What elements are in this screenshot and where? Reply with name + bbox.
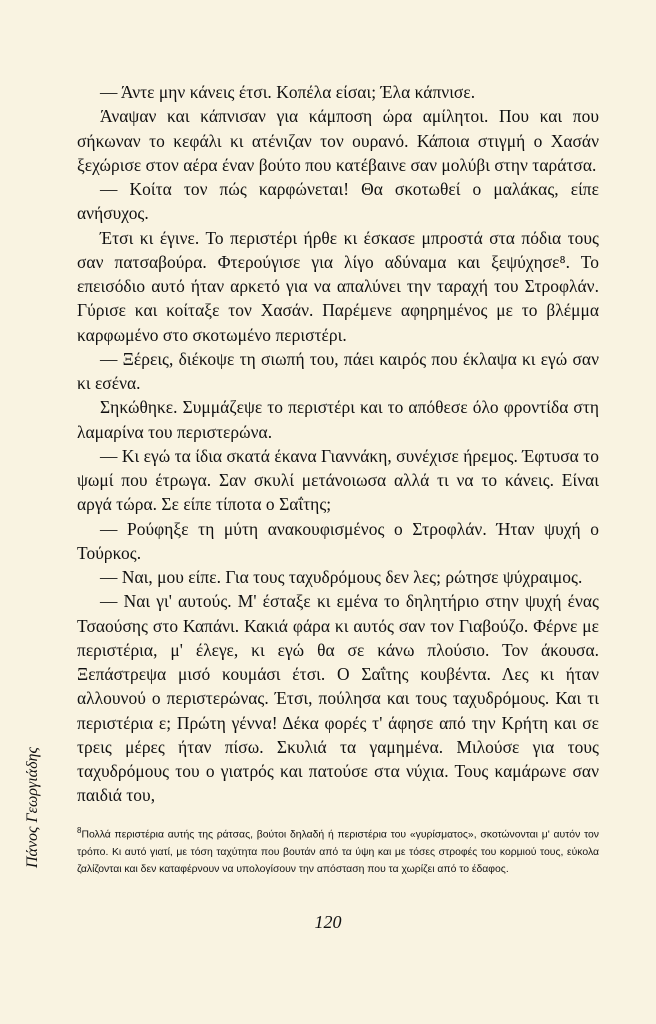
- body-text: [77, 80, 599, 808]
- paragraph: — Κοίτα τον πώς καρφώνεται! Θα σκοτωθεί ο μαλάκας, είπε ανήσυχος.: [77, 179, 599, 224]
- paragraph: — Κι εγώ τα ίδια σκατά έκανα Γιαννάκη, συνέχισε ήρεμος. Έφτυσα το ψωμί που έτρωγα. Σαν σκυλί μετάνοιωσα αλλά τι να το κάνεις. Είναι αργά τώρα. Σε είπε τίποτα ο Σαΐτης;: [77, 445, 599, 515]
- paragraph: Σηκώθηκε. Συμμάζεψε το περιστέρι και το απόθεσε όλο φροντίδα στη λαμαρίνα του περιστερώνα.: [77, 397, 599, 442]
- paragraph: — Ξέρεις, διέκοψε τη σιωπή του, πάει καιρός που έκλαψα κι εγώ σαν κι εσένα.: [77, 348, 599, 393]
- paragraph: Άναψαν και κάπνισαν για κάμποση ώρα αμίλητοι. Που και που σήκωναν το κεφάλι κι ατένιζαν τον ουρανό. Κάποια στιγμή ο Χασάν ξεχώρισε στον αέρα έναν βούτο που κατέβαινε σαν μολύβι στην ταράτσα.: [77, 106, 599, 175]
- paragraph: Έτσι κι έγινε. Το περιστέρι ήρθε κι έσκασε μπροστά στα πόδια τους σαν πατσαβούρα. Φτερούγισε για λίγο αδύναμα και ξεψύχησε⁸. Το επεισόδιο αυτό ήταν αρκετό για να απαλύνει την ταραχή του Στροφλάν. Γύρισε και κοίταξε τον Χασάν. Παρέμενε αφηρημένος με το βλέμμα καρφωμένο στο σκοτωμένο περιστέρι.: [77, 227, 599, 345]
- paragraph: — Άντε μην κάνεις έτσι. Κοπέλα είσαι; Έλα κάπνισε.: [100, 82, 476, 102]
- page-number: 120: [314, 912, 342, 932]
- footnote-text: Πολλά περιστέρια αυτής της ράτσας, βούτοι δηλαδή ή περιστέρια του «γυρίσματος», σκοτώνονται μ' αυτόν τον τρόπο. Κι αυτό γιατί, με τόση ταχύτητα που βουτάν από τα ύψη και με τόσες στροφές του κορμιού τους, εύκολα ζαλίζονται και δεν καταφέρνουν να υπολογίσουν την απόσταση που τα χωρίζει από το έδαφος.: [77, 829, 599, 876]
- footnote: [77, 822, 599, 879]
- footnote-marker: 8: [77, 826, 82, 835]
- paragraph: — Ναι γι' αυτούς. Μ' έσταξε κι εμένα το δηλητήριο στην ψυχή ένας Τσαούσης στο Καπάνι. Κακιά φάρα κι αυτός σαν τον Γιαβούζο. Φέρνε με περιστέρια, μ' έλεγε, κι εγώ θα σε κάνω πλούσιο. Τον άκουσα. Ξεπάστρεψα μισό κουμάσι έτσι. Ο Σαΐτης κουβέντα. Λες κι ήταν αλλουνού ο περιστερώνας. Έτσι, πούλησα και τους ταχυδρόμους. Και τι περιστέρια ε; Πρώτη γέννα! Δέκα φορές τ' άφησε από την Κρήτη και σε τρεις μέρες ήταν πίσω. Σκυλιά τα γαμημένα. Μιλούσε για τους ταχυδρόμους του ο γιατρός και πατούσε στα νύχια. Τους καμάρωνε σαν παιδιά του,: [77, 591, 599, 806]
- author-running-head: Πάνος Γεωργιάδης: [24, 747, 41, 868]
- paragraph: — Ρούφηξε τη μύτη ανακουφισμένος ο Στροφλάν. Ήταν ψυχή ο Τούρκος.: [77, 518, 599, 563]
- paragraph: — Ναι, μου είπε. Για τους ταχυδρόμους δεν λες; ρώτησε ψύχραιμος.: [100, 567, 583, 587]
